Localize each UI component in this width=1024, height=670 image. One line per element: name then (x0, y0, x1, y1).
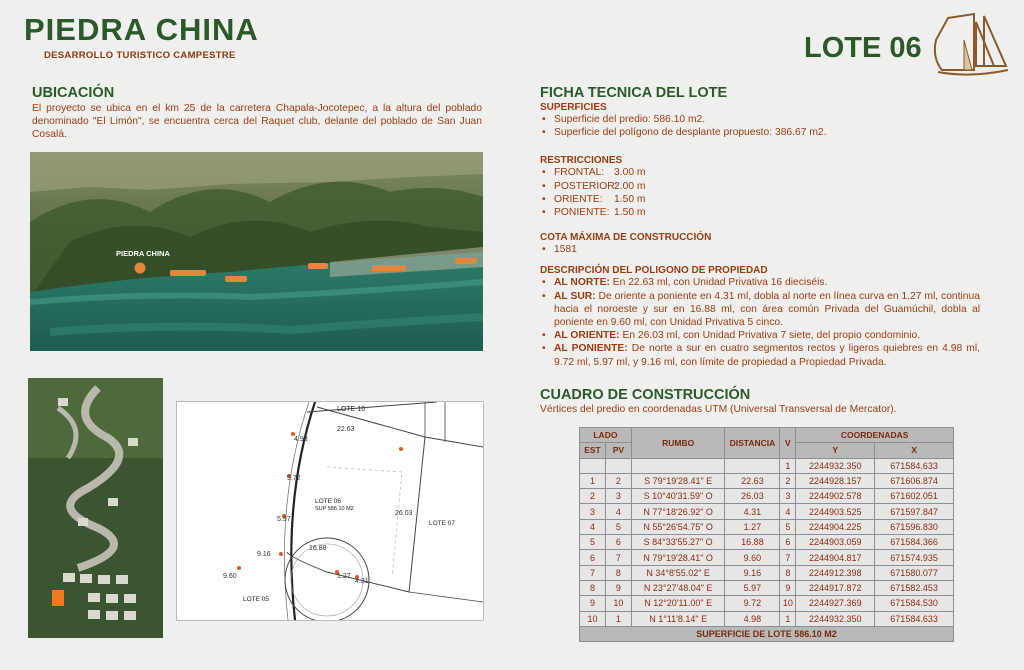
plan-dim: 1.27 (337, 573, 351, 580)
table-cell: 26.03 (725, 489, 780, 504)
table-cell: 9.72 (725, 596, 780, 611)
table-cell: 2244903.525 (796, 504, 875, 519)
header-x: X (875, 443, 954, 458)
table-cell: 6 (780, 535, 796, 550)
plan-label-lote16: LOTE 16 (337, 406, 366, 413)
table-row (580, 504, 954, 519)
table-cell: 1 (605, 611, 631, 626)
table-cell: S 84°33'55.27" O (631, 535, 725, 550)
table-cell: 671597.847 (875, 504, 954, 519)
table-cell: 3 (580, 504, 606, 519)
table-row (580, 458, 954, 473)
list-item: • Superficie del predio: 586.10 m2. (540, 113, 980, 126)
table-cell: 6 (580, 550, 606, 565)
table-cell: 2244902.578 (796, 489, 875, 504)
table-cell: 671584.633 (875, 458, 954, 473)
table-cell: N 79°19'28.41" O (631, 550, 725, 565)
table-cell: 2 (780, 473, 796, 488)
header-coordenadas: COORDENADAS (796, 428, 954, 443)
plan-label-lote06: LOTE 06 (315, 498, 342, 505)
table-cell: 7 (780, 550, 796, 565)
list-item: • PONIENTE: 1.50 m (540, 206, 980, 219)
construction-table (579, 427, 954, 642)
cota-heading: COTA MÁXIMA DE CONSTRUCCIÓN (540, 232, 712, 244)
table-cell: 671584.530 (875, 596, 954, 611)
table-cell: N 12°20'11.00" E (631, 596, 725, 611)
table-cell: 8 (605, 565, 631, 580)
ficha-heading: FICHA TECNICA DEL LOTE (540, 85, 728, 101)
table-cell: 1 (580, 473, 606, 488)
plan-dim: 16.88 (309, 545, 327, 552)
table-cell: 9 (605, 580, 631, 595)
table-row (580, 489, 954, 504)
table-cell: 671584.366 (875, 535, 954, 550)
table-cell: 2244912.398 (796, 565, 875, 580)
table-cell: 8 (580, 580, 606, 595)
table-cell: 671596.830 (875, 519, 954, 534)
table-footer: SUPERFICIE DE LOTE 586.10 M2 (580, 626, 954, 641)
plan-dim: 5.97 (277, 516, 291, 523)
table-cell: 9 (780, 580, 796, 595)
plan-dim: 4.98 (294, 436, 308, 443)
table-cell: 9.60 (725, 550, 780, 565)
map-label-piedra-china: PIEDRA CHINA (116, 249, 170, 258)
cuadro-heading: CUADRO DE CONSTRUCCIÓN (540, 387, 751, 403)
table-cell: 7 (580, 565, 606, 580)
plan-dim: 26.03 (395, 510, 413, 517)
table-cell: 2244904.817 (796, 550, 875, 565)
table-cell: 9 (580, 596, 606, 611)
table-cell: 7 (605, 550, 631, 565)
table-row (580, 611, 954, 626)
plan-dim: 22.63 (337, 426, 355, 433)
table-cell: 10 (605, 596, 631, 611)
cuadro-description: Vértices del predio en coordenadas UTM (Universal Transversal de Mercator). (540, 404, 897, 415)
table-cell: 671580.077 (875, 565, 954, 580)
list-item: • 1581 (540, 243, 980, 256)
table-cell: 671584.633 (875, 611, 954, 626)
lote-title: LOTE 06 (804, 32, 922, 64)
table-cell: 2244904.225 (796, 519, 875, 534)
list-item: • POSTERIOR:2.00 m (540, 180, 980, 193)
table-cell: 1 (780, 458, 796, 473)
list-item: • AL PONIENTE: De norte a sur en cuatro segmentos rectos y ligeros quiebres en 4.98 ml, 9.72 ml, 5.97 ml, y 9.16 ml, con límite de propiedad a Propiedad Privada. (540, 342, 980, 368)
table-cell: 2244927.369 (796, 596, 875, 611)
table-cell: 671574.935 (875, 550, 954, 565)
table-cell: 671606.874 (875, 473, 954, 488)
table-row (580, 565, 954, 580)
table-cell: 2244932.350 (796, 611, 875, 626)
table-row (580, 473, 954, 488)
table-cell: 4 (605, 504, 631, 519)
table-cell: 22.63 (725, 473, 780, 488)
table-row (580, 535, 954, 550)
table-cell: N 77°18'26.92" O (631, 504, 725, 519)
table-row (580, 596, 954, 611)
table-cell: 4 (780, 504, 796, 519)
list-item: • ORIENTE: 1.50 m (540, 193, 980, 206)
table-cell: 3 (605, 489, 631, 504)
table-cell: 1 (780, 611, 796, 626)
site-aerial-photo (28, 378, 163, 638)
list-item: • AL ORIENTE: En 26.03 ml, con Unidad Privativa 7 siete, del propio condominio. (540, 329, 980, 342)
plan-dim: 9.60 (223, 573, 237, 580)
table-cell: 2 (605, 473, 631, 488)
table-cell: 6 (605, 535, 631, 550)
lot-site-plan (176, 401, 484, 621)
plan-label-sup: SUP 586.10 M2 (315, 506, 354, 512)
header-distancia: DISTANCIA (725, 428, 780, 459)
table-cell: 2244928.157 (796, 473, 875, 488)
restricciones-heading: RESTRICCIONES (540, 155, 623, 167)
table-cell: 4 (580, 519, 606, 534)
ubicacion-text: El proyecto se ubica en el km 25 de la carretera Chapala-Jocotepec, a la altura del poblado denominado "El Limón", se encuentra cerca del Raquet club, delante del poblado de San Juan Cosalá. (32, 103, 482, 140)
header-est: EST (580, 443, 606, 458)
table-cell: 2244917.872 (796, 580, 875, 595)
plan-label-lote05: LOTE 05 (243, 596, 270, 603)
table-cell: 10 (580, 611, 606, 626)
superficies-heading: SUPERFICIES (540, 102, 607, 113)
plan-dim: 9.16 (257, 551, 271, 558)
header-v: V (780, 428, 796, 459)
table-cell: 16.88 (725, 535, 780, 550)
plan-dim: 4.31 (355, 578, 369, 585)
descripcion-heading: DESCRIPCIÓN DEL POLIGONO DE PROPIEDAD (540, 265, 768, 277)
list-item: • Superficie del polígono de desplante propuesto: 386.67 m2. (540, 126, 980, 139)
table-cell: 671582.453 (875, 580, 954, 595)
table-cell: 4.98 (725, 611, 780, 626)
list-item: • FRONTAL: 3.00 m (540, 166, 980, 179)
ubicacion-heading: UBICACIÓN (32, 85, 115, 101)
table-cell: 10 (780, 596, 796, 611)
table-cell: N 55°26'54.75" O (631, 519, 725, 534)
plan-dim: 9.72 (287, 475, 301, 482)
sailboat-logo-icon (930, 10, 1010, 78)
table-cell: 5 (580, 535, 606, 550)
table-row (580, 550, 954, 565)
table-cell: 3 (780, 489, 796, 504)
brand-title: PIEDRA CHINA (24, 12, 259, 47)
table-cell: S 79°19'28.41" E (631, 473, 725, 488)
plan-label-lote07: LOTE 07 (429, 520, 456, 527)
table-cell: 8 (780, 565, 796, 580)
table-cell: 2 (580, 489, 606, 504)
table-cell: 1.27 (725, 519, 780, 534)
table-cell: N 1°11'8.14" E (631, 611, 725, 626)
table-cell: 5 (605, 519, 631, 534)
header-pv: PV (605, 443, 631, 458)
table-cell: 671602.051 (875, 489, 954, 504)
table-cell: N 34°8'55.02" E (631, 565, 725, 580)
ficha-tecnica-section (540, 85, 980, 369)
list-item: • AL NORTE: En 22.63 ml, con Unidad Privativa 16 dieciséis. (540, 276, 980, 289)
location-satellite-map (30, 152, 483, 351)
table-row (580, 519, 954, 534)
table-cell: 5.97 (725, 580, 780, 595)
table-cell: 4.31 (725, 504, 780, 519)
table-cell: 5 (780, 519, 796, 534)
table-cell: 2244932.350 (796, 458, 875, 473)
header-rumbo: RUMBO (631, 428, 725, 459)
table-cell: N 23°27'48.04" E (631, 580, 725, 595)
brand-subtitle: DESARROLLO TURISTICO CAMPESTRE (44, 50, 236, 61)
list-item: • AL SUR: De oriente a poniente en 4.31 ml, dobla al norte en línea curva en 1.27 ml, continua hacia el noroeste y sur en 16.88 ml, con área común Privada del Guamúchil, dobla al poniente en 9.60 ml, con Unidad Privativa 5 cinco. (540, 290, 980, 330)
header-lado: LADO (580, 428, 632, 443)
table-cell: S 10°40'31.59" O (631, 489, 725, 504)
table-cell: 2244903.059 (796, 535, 875, 550)
table-row (580, 580, 954, 595)
header-y: Y (796, 443, 875, 458)
table-cell: 9.16 (725, 565, 780, 580)
